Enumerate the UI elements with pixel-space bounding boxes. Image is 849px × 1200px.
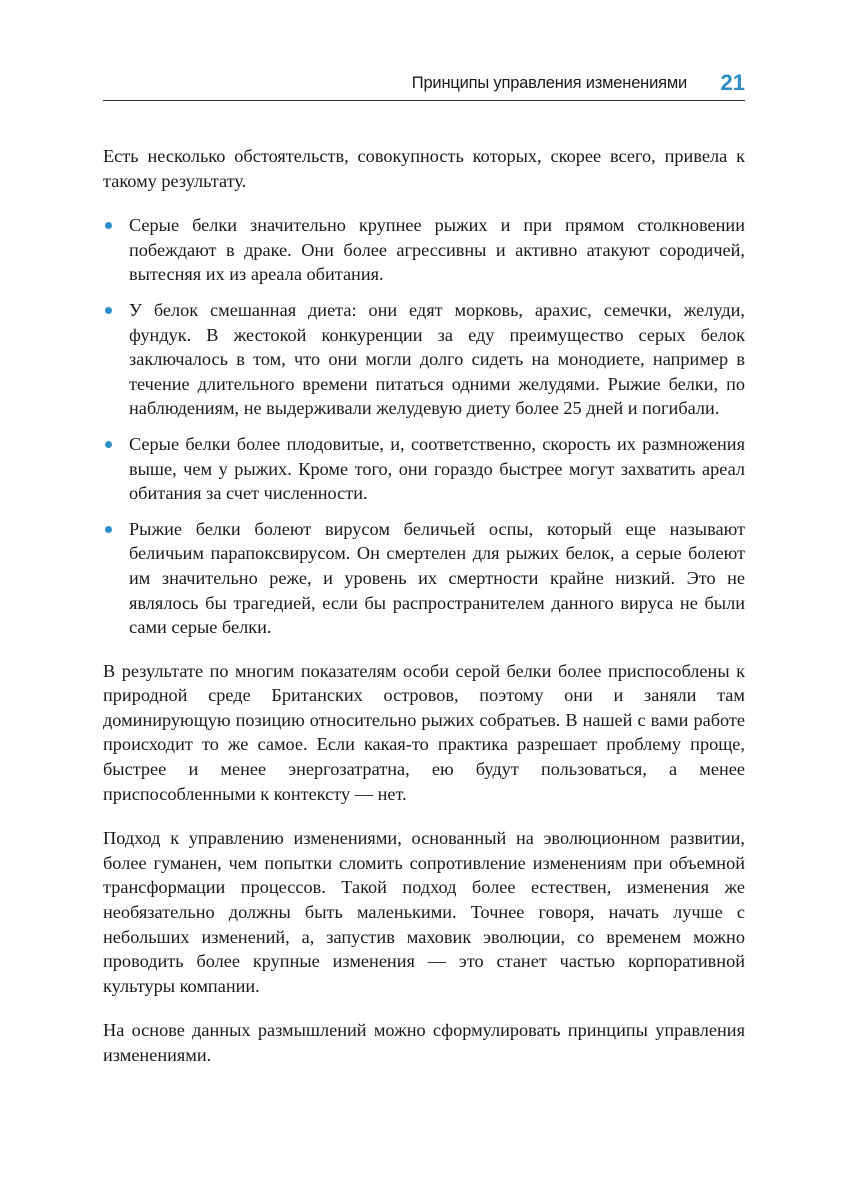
running-header: [103, 70, 745, 101]
bullet-item: [103, 517, 745, 640]
page-number: 21: [720, 70, 745, 95]
body-paragraph: В результате по многим показателям особи серой белки более приспособлены к природной среде Британских островов, поэтому они и заняли там доминирующую позицию относительно рыжих собратьев. В нашей с вами работе происходит то же самое. Если какая-то практика разрешает проблему проще, быстрее и менее энергозатратна, ею будут пользоваться, а менее приспособленными к контексту — нет.: [103, 660, 745, 804]
bullet-item: [103, 213, 745, 287]
body-paragraph: На основе данных размышлений можно сформулировать принципы управления изменениями.: [103, 1020, 745, 1065]
bullet-text: Рыжие белки болеют вирусом беличьей оспы, который еще называют беличьим парапоксвирусом. Он смертелен для рыжих белок, а серые болеют им значительно реже, и уровень их смертности крайне низкий. Это не являлось бы трагедией, если бы распространителем данного вируса не были сами серые белки.: [129, 518, 745, 638]
body-paragraph: Подход к управлению изменениями, основанный на эволюционном развитии, более гуманен, чем попытки сломить сопротивление изменениям при объемной трансформации процессов. Такой подход более естествен, изменения же необязательно должны быть маленькими. Точнее говоря, начать лучше с небольших изменений, а, запустив маховик эволюции, со временем можно проводить более крупные изменения — это станет частью корпоративной культуры компании.: [103, 828, 745, 996]
bullet-icon: [105, 307, 112, 314]
bullet-icon: [105, 526, 112, 533]
bullet-icon: [105, 222, 112, 229]
bullet-item: [103, 298, 745, 421]
bullet-item: [103, 432, 745, 506]
bullet-text: У белок смешанная диета: они едят морковь, арахис, семечки, желуди, фундук. В жестокой конкуренции за еду преимущество серых белок заключалось в том, что они могли долго сидеть на монодиете, например в течение длительного времени питаться одними желудями. Рыжие белки, по наблюдениям, не выдерживали желудевую диету более 25 дней и погибали.: [129, 299, 745, 419]
bullet-list: [103, 213, 745, 640]
bullet-text: Серые белки более плодовитые, и, соответственно, скорость их размножения выше, чем у рыжих. Кроме того, они гораздо быстрее могут захватить ареал обитания за счет численности.: [129, 433, 745, 504]
section-title: Принципы управления изменениями: [411, 74, 687, 92]
bullet-text: Серые белки значительно крупнее рыжих и при прямом столкновении побеждают в драке. Они более агрессивны и активно атакуют сородичей, вытесняя их из ареала обитания.: [129, 215, 745, 285]
intro-paragraph: Есть несколько обстоятельств, совокупность которых, скорее всего, привела к такому результату.: [103, 146, 745, 191]
bullet-icon: [105, 441, 112, 448]
page-body: [103, 144, 745, 1088]
